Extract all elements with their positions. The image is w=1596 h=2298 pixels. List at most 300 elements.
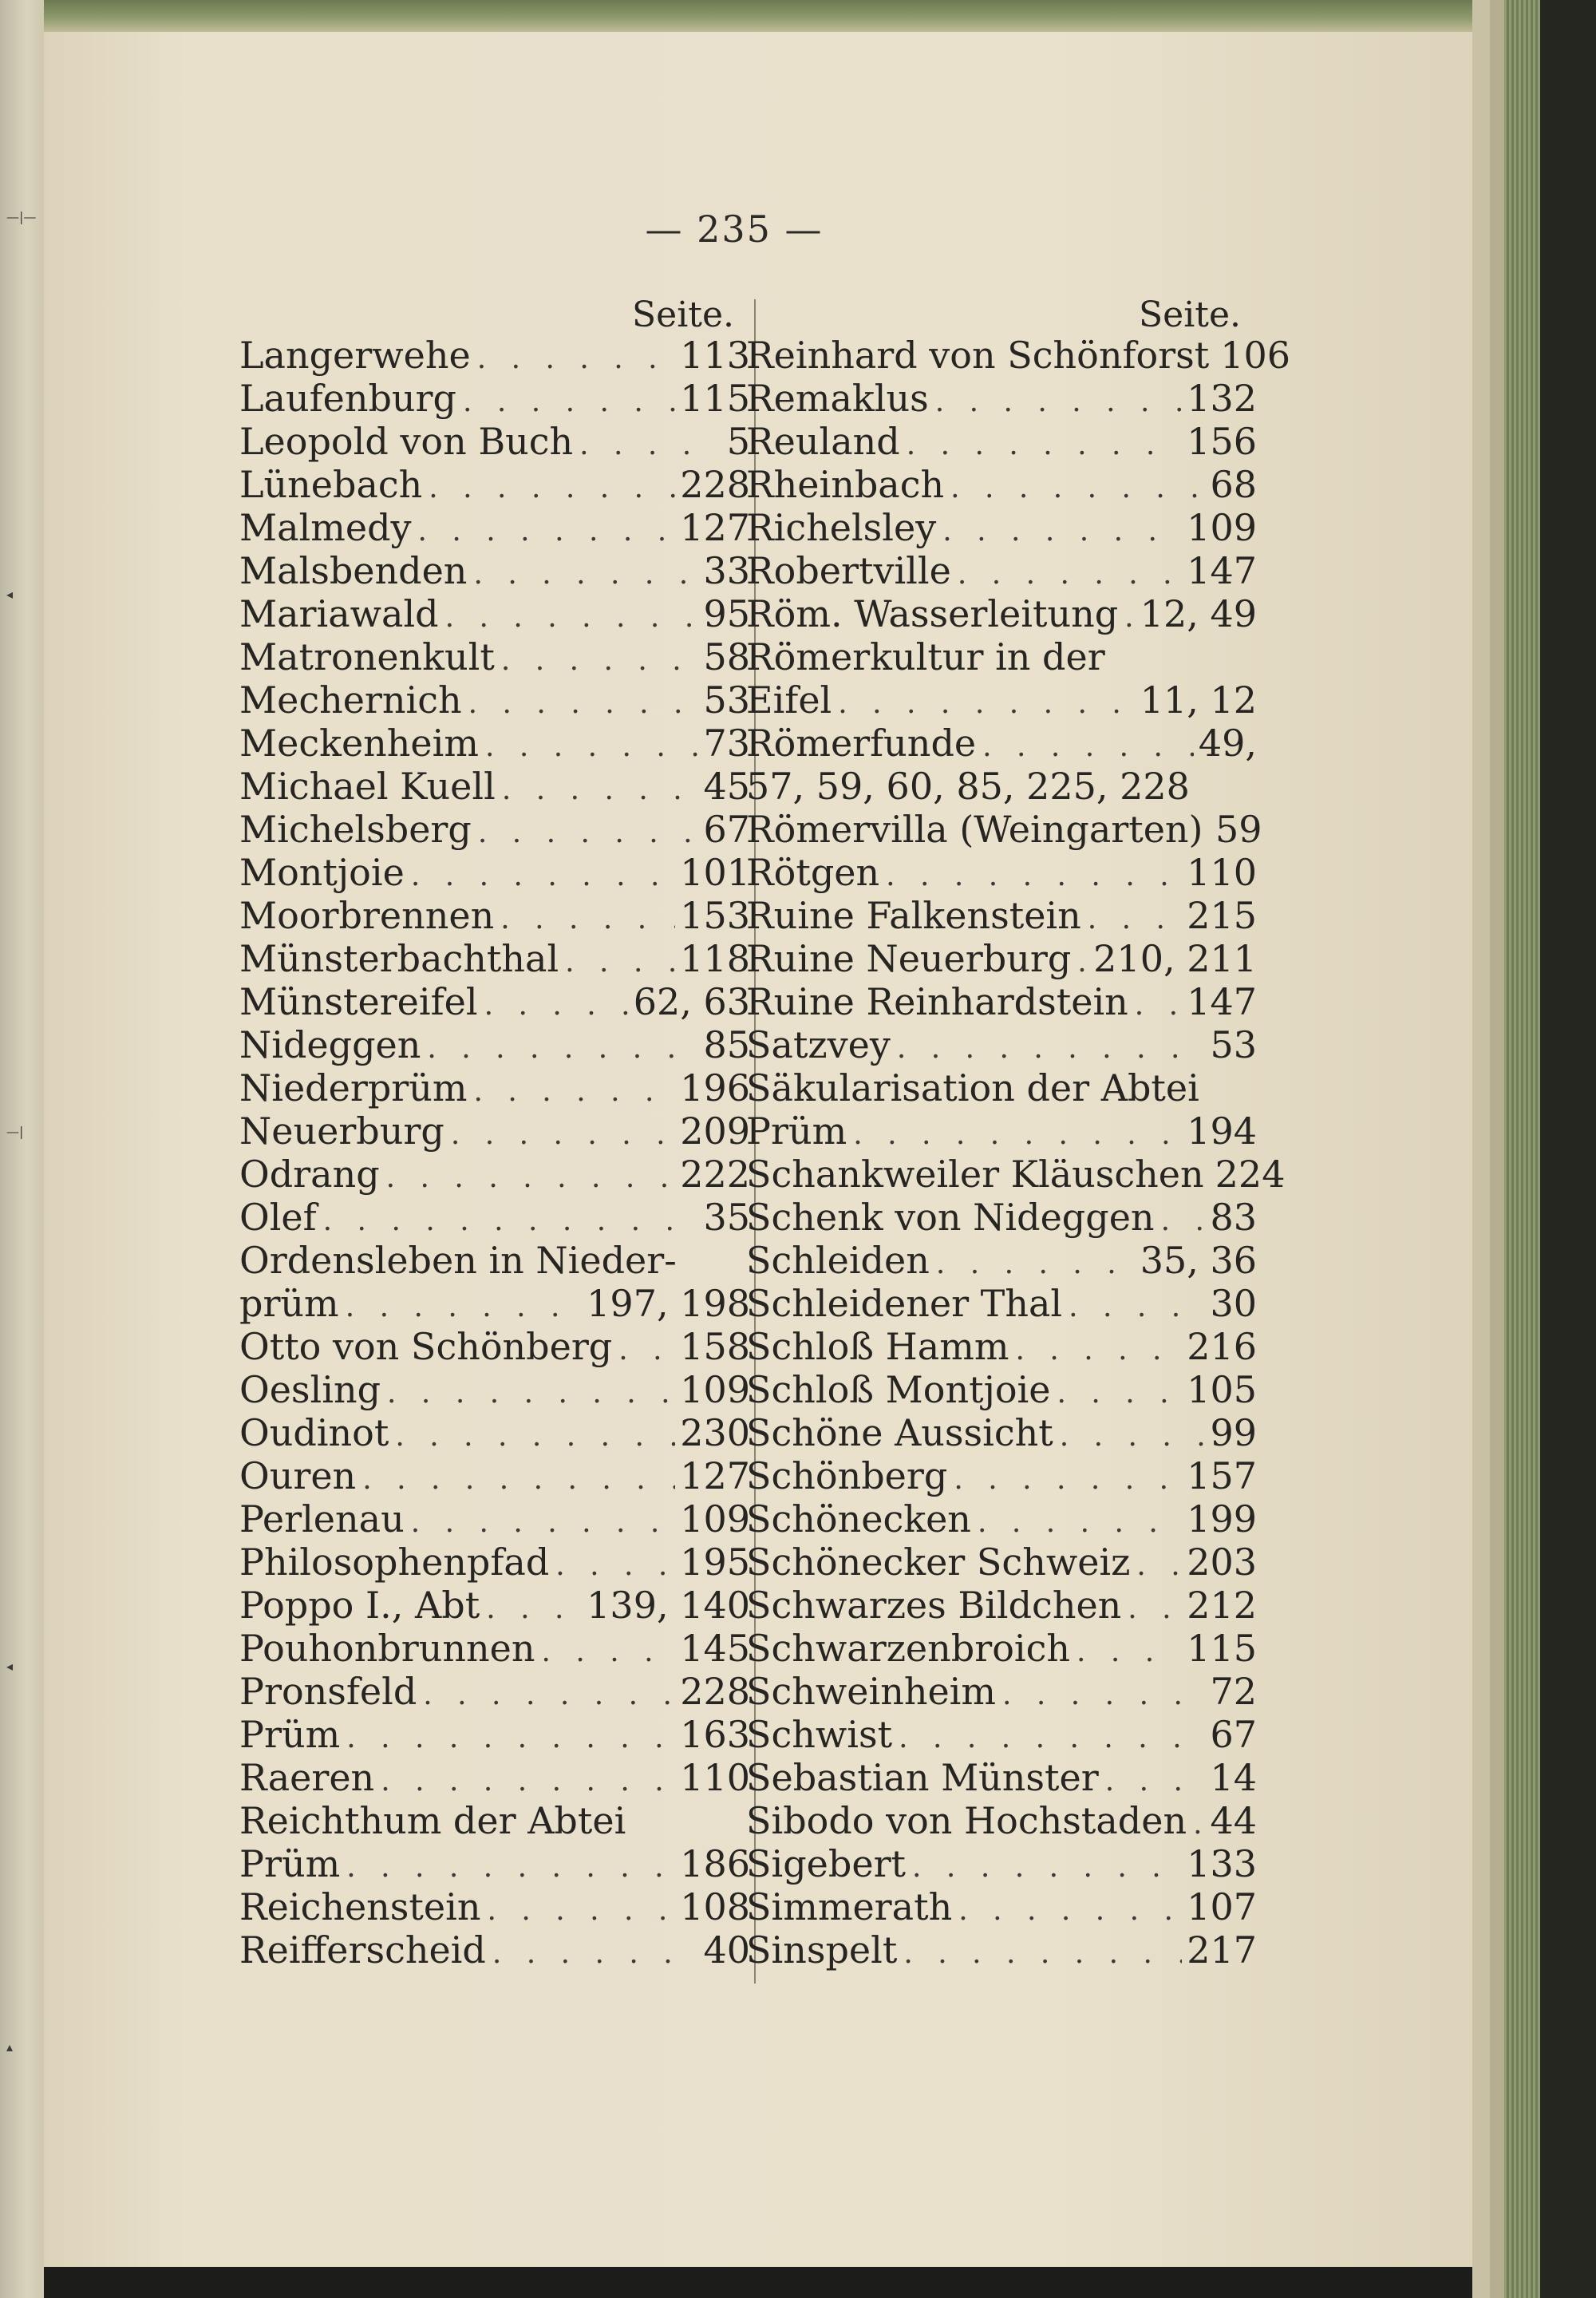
index-entry: [746, 1454, 1257, 1497]
index-entry: [239, 1239, 750, 1282]
index-entry: [239, 463, 750, 506]
leader-dots: [1088, 898, 1182, 941]
entry-name: Pouhonbrunnen: [239, 1627, 535, 1670]
leader-dots: [477, 338, 675, 381]
entry-name: Sebastian Münster: [746, 1756, 1099, 1799]
entry-page: 12, 49: [1140, 592, 1257, 635]
entry-page: 58: [703, 635, 750, 678]
index-entry: [239, 1497, 750, 1541]
entry-name: Schwist: [746, 1713, 893, 1756]
entry-page: 109: [680, 1497, 750, 1541]
index-entry: [239, 1842, 750, 1885]
entry-name: Ordensleben in Nieder-: [239, 1239, 677, 1282]
leader-dots: [418, 510, 676, 553]
index-entry: [239, 506, 750, 549]
entry-page: 147: [1187, 980, 1257, 1023]
index-entry: [239, 1627, 750, 1670]
index-entry: [746, 420, 1257, 463]
entry-page: 30: [1210, 1282, 1257, 1325]
entry-page: 68: [1210, 463, 1257, 506]
entry-page: 212: [1187, 1584, 1257, 1627]
entry-page: 44: [1210, 1799, 1257, 1842]
leader-dots: [484, 984, 629, 1027]
entry-name: Montjoie: [239, 851, 405, 894]
index-entry: [239, 765, 750, 808]
index-entry: [746, 592, 1257, 635]
leader-dots: [903, 1932, 1182, 1976]
entry-name: Malmedy: [239, 506, 412, 549]
index-column-left: [239, 297, 750, 1972]
leader-dots: [501, 639, 697, 682]
index-entry: [746, 980, 1257, 1023]
facing-page-edge: [0, 0, 44, 2298]
index-entry: [239, 722, 750, 765]
column-header: Seite.: [1139, 295, 1241, 335]
index-entry: [746, 1584, 1257, 1627]
entry-name: Schöne Aussicht: [746, 1411, 1053, 1454]
background: [1540, 0, 1596, 2298]
leader-dots: [478, 812, 697, 855]
index-entry: [239, 1282, 750, 1325]
leader-dots: [485, 726, 697, 769]
entry-page: 115: [1187, 1627, 1257, 1670]
leader-dots: [886, 855, 1182, 898]
entry-page: 132: [1187, 377, 1257, 420]
entry-page: 33: [703, 549, 750, 592]
leader-dots: [1161, 1200, 1204, 1243]
index-entry: [746, 937, 1257, 980]
entry-page: 194: [1187, 1109, 1257, 1153]
binding-thread-mark: —|: [6, 1124, 24, 1139]
entry-page: 163: [680, 1713, 750, 1756]
page-stack-edge: [1490, 0, 1504, 2298]
entry-name: Niederprüm: [239, 1066, 468, 1109]
entry-name: Schweinheim: [746, 1670, 997, 1713]
leader-dots: [618, 1329, 675, 1372]
page-stack-edge: [1472, 0, 1490, 2298]
entry-page: 53: [1210, 1023, 1257, 1066]
index-entry: [239, 1066, 750, 1109]
entry-name: 57, 59, 60, 85, 225, 228: [746, 765, 1190, 808]
index-entry: [746, 506, 1257, 549]
leader-dots: [897, 1027, 1204, 1070]
index-column-right: [746, 295, 1291, 1972]
entry-page: 59: [1215, 808, 1262, 851]
entry-name: Schleidener Thal: [746, 1282, 1063, 1325]
entry-page: 203: [1187, 1541, 1257, 1584]
leader-dots: [907, 424, 1182, 467]
entry-page: 157: [1187, 1454, 1257, 1497]
entry-page: 107: [1187, 1885, 1257, 1928]
entry-name: Sinspelt: [746, 1928, 898, 1972]
index-entry: [239, 1153, 750, 1196]
entry-page: 210, 211: [1093, 937, 1257, 980]
entry-name: Michael Kuell: [239, 765, 496, 808]
entry-name: Nideggen: [239, 1023, 421, 1066]
index-entry: [239, 1109, 750, 1153]
leader-dots: [463, 381, 675, 424]
entry-page: 85: [703, 1023, 750, 1066]
leader-dots: [950, 467, 1204, 510]
entry-page: 101: [680, 851, 750, 894]
leader-dots: [502, 769, 697, 812]
leader-dots: [492, 1932, 697, 1976]
index-entry: [746, 1497, 1257, 1541]
entry-page: 156: [1187, 420, 1257, 463]
index-entry: [746, 1282, 1257, 1325]
index-entry: [239, 592, 750, 635]
leader-dots: [323, 1200, 697, 1243]
entry-name: Schankweiler Kläuschen: [746, 1153, 1204, 1196]
leader-dots: [346, 1717, 675, 1760]
leader-dots: [936, 1243, 1136, 1286]
entry-name: Schönecken: [746, 1497, 971, 1541]
entry-page: 67: [703, 808, 750, 851]
index-entry: [746, 1023, 1257, 1066]
binding-thread-mark: ▴: [6, 2039, 14, 2055]
leader-dots: [935, 381, 1182, 424]
entry-page: 115: [680, 377, 750, 420]
index-entry: [746, 1196, 1257, 1239]
leader-dots: [500, 898, 675, 941]
entry-name: Neuerburg: [239, 1109, 444, 1153]
entry-name: Reinhard von Schönforst: [746, 334, 1210, 377]
entry-page: 67: [1210, 1713, 1257, 1756]
entry-name: Odrang: [239, 1153, 380, 1196]
index-entry: [746, 1885, 1257, 1928]
index-entry: [239, 1756, 750, 1799]
entry-name: Moorbrennen: [239, 894, 495, 937]
leader-dots: [1105, 1760, 1204, 1803]
index-entry: [239, 1670, 750, 1713]
entry-page: 72: [1210, 1670, 1257, 1713]
entry-name: Reichenstein: [239, 1885, 481, 1928]
entry-name: Schenk von Nideggen: [746, 1196, 1155, 1239]
leader-dots: [346, 1286, 582, 1329]
index-entry: [746, 1627, 1257, 1670]
entry-page: 45: [703, 765, 750, 808]
entry-page: 230: [680, 1411, 750, 1454]
index-entry: [239, 851, 750, 894]
entry-name: Münstereifel: [239, 980, 478, 1023]
entry-page: 228: [680, 463, 750, 506]
index-entry: [746, 1756, 1257, 1799]
entry-name: Malsbenden: [239, 549, 468, 592]
index-entry: [746, 1153, 1286, 1196]
entry-name: Robertville: [746, 549, 951, 592]
entry-page: 11, 12: [1140, 678, 1257, 722]
entry-name: Römerkultur in der: [746, 635, 1105, 678]
leader-dots: [427, 1027, 697, 1070]
entry-page: 199: [1187, 1497, 1257, 1541]
leader-dots: [387, 1372, 675, 1415]
entry-name: Mariawald: [239, 592, 439, 635]
leader-dots: [1060, 1415, 1204, 1458]
leader-dots: [1077, 1631, 1182, 1674]
index-entry: [746, 1799, 1257, 1842]
leader-dots: [346, 1846, 675, 1889]
leader-dots: [954, 1458, 1182, 1501]
index-entry: [239, 1584, 750, 1627]
index-entry: [746, 1842, 1257, 1885]
leader-dots: [468, 682, 697, 726]
entry-page: 83: [1210, 1196, 1257, 1239]
leader-dots: [395, 1415, 675, 1458]
index-entry: [239, 1928, 750, 1972]
entry-name: Matronenkult: [239, 635, 495, 678]
entry-page: 145: [680, 1627, 750, 1670]
leader-dots: [386, 1157, 676, 1200]
entry-page: 113: [680, 334, 750, 377]
entry-name: Schleiden: [746, 1239, 930, 1282]
entry-name: Ruine Reinhardstein: [746, 980, 1128, 1023]
index-entry: [239, 635, 750, 678]
index-entry: [239, 1196, 750, 1239]
index-entry: [746, 1928, 1257, 1972]
leader-dots: [565, 941, 675, 984]
entry-page: 108: [680, 1885, 750, 1928]
page-number: — 235 —: [645, 208, 824, 251]
entry-page: 217: [1187, 1928, 1257, 1972]
entry-name: Reuland: [746, 420, 900, 463]
entry-name: Olef: [239, 1196, 317, 1239]
index-entry: [746, 1368, 1257, 1411]
entry-page: 62, 63: [633, 980, 750, 1023]
entry-page: 222: [680, 1153, 750, 1196]
index-entry: [239, 377, 750, 420]
entry-page: 127: [680, 506, 750, 549]
index-entry: [239, 1454, 750, 1497]
entry-name: Schönberg: [746, 1454, 948, 1497]
entry-name: Schwarzenbroich: [746, 1627, 1071, 1670]
entry-page: 106: [1220, 334, 1291, 377]
entry-page: 109: [1187, 506, 1257, 549]
leader-dots: [473, 553, 697, 596]
entry-name: prüm: [239, 1282, 339, 1325]
index-entry: [239, 1325, 750, 1368]
leader-dots: [1057, 1372, 1182, 1415]
leader-dots: [474, 1070, 676, 1113]
entry-name: Prüm: [746, 1109, 847, 1153]
entry-page: 14: [1210, 1756, 1257, 1799]
entry-page: 228: [680, 1670, 750, 1713]
leader-dots: [912, 1846, 1182, 1889]
index-entry: [239, 937, 750, 980]
entry-name: Römerfunde: [746, 722, 977, 765]
entry-name: Oesling: [239, 1368, 381, 1411]
entry-name: Schönecker Schweiz: [746, 1541, 1131, 1584]
entry-name: Otto von Schönberg: [239, 1325, 613, 1368]
index-entry: [239, 1023, 750, 1066]
leader-dots: [958, 553, 1182, 596]
entry-name: Rötgen: [746, 851, 880, 894]
index-entry: [746, 1109, 1257, 1153]
entry-page: 35, 36: [1140, 1239, 1257, 1282]
entry-page: 35: [703, 1196, 750, 1239]
index-entry: [239, 420, 750, 463]
leader-dots: [451, 1113, 675, 1157]
leader-dots: [362, 1458, 675, 1501]
entry-page: 40: [703, 1928, 750, 1972]
entry-name: Schloß Montjoie: [746, 1368, 1051, 1411]
index-entry: [746, 851, 1257, 894]
index-entry: [239, 1885, 750, 1928]
leader-dots: [1136, 1545, 1182, 1588]
entry-name: Sibodo von Hochstaden: [746, 1799, 1187, 1842]
entry-page: 110: [680, 1756, 750, 1799]
entry-page: 118: [680, 937, 750, 980]
index-entry: [746, 765, 1257, 808]
entry-name: Ouren: [239, 1454, 357, 1497]
binding-thread-mark: —|—: [6, 209, 37, 224]
entry-name: Schwarzes Bildchen: [746, 1584, 1122, 1627]
index-entry: [746, 722, 1257, 765]
entry-name: Ruine Falkenstein: [746, 894, 1081, 937]
book-top-binding: [0, 0, 1596, 34]
entry-page: 139, 140: [587, 1584, 750, 1627]
entry-page: 5: [726, 420, 750, 463]
entry-name: Reifferscheid: [239, 1928, 486, 1972]
entry-page: 49,: [1198, 722, 1257, 765]
entry-page: 147: [1187, 549, 1257, 592]
entry-name: Poppo I., Abt: [239, 1584, 480, 1627]
leader-dots: [1124, 596, 1136, 639]
leader-dots: [542, 1631, 676, 1674]
index-entry: [746, 549, 1257, 592]
entry-name: Münsterbachthal: [239, 937, 559, 980]
entry-page: 224: [1215, 1153, 1286, 1196]
leader-dots: [853, 1113, 1182, 1157]
entry-name: Sigebert: [746, 1842, 907, 1885]
index-entry: [239, 808, 750, 851]
entry-page: 73: [703, 722, 750, 765]
entry-name: Philosophenpfad: [239, 1541, 550, 1584]
column-header: Seite.: [632, 295, 734, 335]
binding-thread-mark: ◂: [6, 587, 14, 602]
index-entry: [239, 334, 750, 377]
leader-dots: [1015, 1329, 1182, 1372]
entry-page: 127: [680, 1454, 750, 1497]
leader-dots: [978, 1501, 1182, 1545]
leader-dots: [423, 1674, 675, 1717]
leader-dots: [1193, 1803, 1204, 1846]
entry-page: 186: [680, 1842, 750, 1885]
leader-dots: [1128, 1588, 1182, 1631]
index-entry: [746, 894, 1257, 937]
leader-dots: [411, 1501, 675, 1545]
entry-page: 197, 198: [587, 1282, 750, 1325]
book-cover-edge: [1504, 0, 1540, 2298]
entry-name: Ruine Neuerburg: [746, 937, 1072, 980]
index-entry: [746, 1239, 1257, 1282]
entry-name: Eifel: [746, 678, 832, 722]
index-entry: [746, 334, 1291, 377]
index-entry: [239, 549, 750, 592]
entry-page: 133: [1187, 1842, 1257, 1885]
entry-page: 109: [680, 1368, 750, 1411]
index-entry: [239, 980, 750, 1023]
leader-dots: [1002, 1674, 1204, 1717]
leader-dots: [899, 1717, 1204, 1760]
index-entry: [746, 808, 1262, 851]
entry-name: Laufenburg: [239, 377, 456, 420]
entry-page: 99: [1210, 1411, 1257, 1454]
entry-page: 53: [703, 678, 750, 722]
leader-dots: [487, 1889, 675, 1932]
entry-name: Prüm: [239, 1713, 341, 1756]
entry-page: 209: [680, 1109, 750, 1153]
entry-page: 216: [1187, 1325, 1257, 1368]
entry-name: Pronsfeld: [239, 1670, 417, 1713]
entry-name: Remaklus: [746, 377, 929, 420]
entry-name: Mechernich: [239, 678, 462, 722]
entry-page: 105: [1187, 1368, 1257, 1411]
leader-dots: [486, 1588, 582, 1631]
leader-dots: [579, 424, 697, 467]
entry-page: 158: [680, 1325, 750, 1368]
entry-page: 195: [680, 1541, 750, 1584]
index-entry: [746, 1670, 1257, 1713]
leader-dots: [1069, 1286, 1204, 1329]
entry-name: Leopold von Buch: [239, 420, 574, 463]
entry-page: 215: [1187, 894, 1257, 937]
entry-name: Satzvey: [746, 1023, 891, 1066]
entry-page: 196: [680, 1066, 750, 1109]
index-entry: [746, 1541, 1257, 1584]
entry-name: Oudinot: [239, 1411, 389, 1454]
leader-dots: [838, 682, 1135, 726]
index-entry: [746, 635, 1257, 678]
leader-dots: [381, 1760, 675, 1803]
entry-name: Rheinbach: [746, 463, 945, 506]
entry-name: Lünebach: [239, 463, 423, 506]
entry-name: Meckenheim: [239, 722, 479, 765]
entry-name: Richelsley: [746, 506, 937, 549]
entry-name: Römervilla (Weingarten): [746, 808, 1203, 851]
index-entry: [746, 1066, 1257, 1109]
index-entry: [239, 1411, 750, 1454]
index-entry: [239, 1541, 750, 1584]
binding-thread-mark: ◂: [6, 1659, 14, 1674]
index-entry: [239, 894, 750, 937]
index-entry: [746, 1713, 1257, 1756]
entry-name: Röm. Wasserleitung: [746, 592, 1119, 635]
entry-name: Reichthum der Abtei: [239, 1799, 626, 1842]
entry-name: Langerwehe: [239, 334, 471, 377]
index-entry: [239, 1713, 750, 1756]
leader-dots: [555, 1545, 675, 1588]
entry-name: Prüm: [239, 1842, 341, 1885]
leader-dots: [942, 510, 1182, 553]
index-entry: [746, 1325, 1257, 1368]
entry-page: 95: [703, 592, 750, 635]
leader-dots: [411, 855, 675, 898]
index-entry: [746, 377, 1257, 420]
index-entry: [239, 1368, 750, 1411]
index-entry: [239, 1799, 750, 1842]
leader-dots: [1077, 941, 1088, 984]
entry-page: 153: [680, 894, 750, 937]
entry-page: 110: [1187, 851, 1257, 894]
index-entry: [746, 678, 1257, 722]
leader-dots: [982, 726, 1194, 769]
entry-name: Michelsberg: [239, 808, 472, 851]
entry-name: Schloß Hamm: [746, 1325, 1009, 1368]
index-entry: [746, 463, 1257, 506]
leader-dots: [1135, 984, 1182, 1027]
leader-dots: [429, 467, 675, 510]
entry-name: Perlenau: [239, 1497, 405, 1541]
